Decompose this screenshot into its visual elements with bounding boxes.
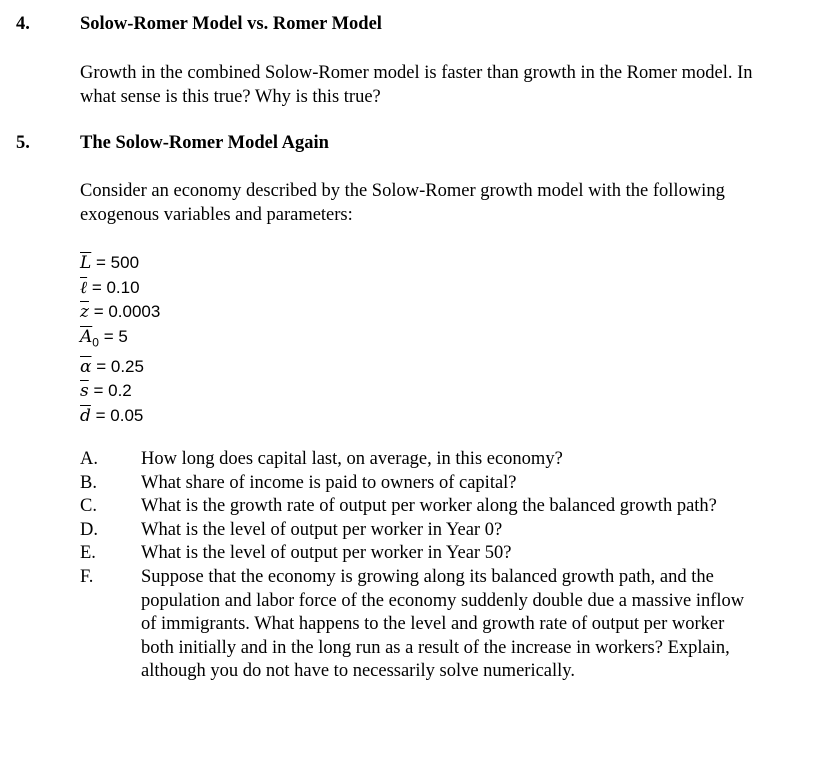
question-text: What is the growth rate of output per worker along the balanced growth path?: [141, 496, 717, 517]
question-item: [80, 448, 780, 472]
question-item: [80, 566, 780, 684]
section-title: Solow-Romer Model vs. Romer Model: [80, 14, 382, 34]
value: = 0.10: [87, 277, 140, 297]
question-item: [80, 495, 780, 519]
question-text: What share of income is paid to owners of capital?: [141, 472, 517, 493]
equation: [80, 404, 160, 429]
question-letter: B.: [80, 472, 97, 493]
value: = 5: [98, 326, 128, 346]
equation: [80, 325, 160, 355]
equation: [80, 300, 160, 325]
question-item: [80, 542, 780, 566]
question-list: [80, 448, 780, 684]
section-text: Growth in the combined Solow-Romer model is faster than growth in the Romer model. In what sense is this true? Why is this true?: [80, 63, 753, 107]
value: = 0.05: [90, 405, 144, 425]
section-number: 4.: [16, 14, 30, 34]
section-text: Consider an economy described by the Solow-Romer growth model with the following exogenous variables and parameters:: [80, 181, 725, 225]
question-text: How long does capital last, on average, in this economy?: [141, 449, 563, 469]
question-letter: F.: [80, 566, 94, 587]
variable: $\overline{s}$: [80, 381, 89, 402]
question-letter: D.: [80, 519, 98, 540]
subscript: 0: [92, 335, 99, 350]
equation: [80, 355, 160, 380]
variable: $\overline{L}$: [80, 253, 92, 273]
variable: $\overline{z}$: [80, 302, 89, 323]
question-text: Suppose that the economy is growing along its balanced growth path, and the population and labor force of the economy suddenly double due a massive inflow of immigrants. What happens to the level and growth rate of output per worker both initially and in the long run as a result of the increase in workers? Explain, although you do not have to necessarily solve numerically.: [141, 566, 745, 682]
question-item: [80, 472, 780, 496]
question-item: [80, 519, 780, 543]
equation: [80, 276, 160, 301]
value: = 0.2: [88, 381, 132, 401]
variable: $\overline{d}$: [80, 405, 91, 426]
question-letter: E.: [80, 543, 96, 564]
question-text: What is the level of output per worker in Year 0?: [141, 519, 503, 540]
variable: ℓ: [80, 277, 88, 298]
section-title: The Solow-Romer Model Again: [80, 133, 329, 153]
value: = 0.25: [91, 356, 144, 376]
equation: [80, 379, 160, 404]
value: = 0.0003: [88, 302, 161, 322]
variable: $\overline{\alpha}$: [80, 356, 92, 377]
value: = 500: [91, 253, 140, 272]
section-number: 5.: [16, 133, 30, 153]
parameter-list: [80, 251, 160, 429]
question-text: What is the level of output per worker in Year 50?: [141, 543, 512, 564]
variable: $\overline{A}$: [80, 326, 93, 347]
question-letter: A.: [80, 449, 98, 469]
question-letter: C.: [80, 496, 97, 517]
equation: [80, 251, 160, 276]
